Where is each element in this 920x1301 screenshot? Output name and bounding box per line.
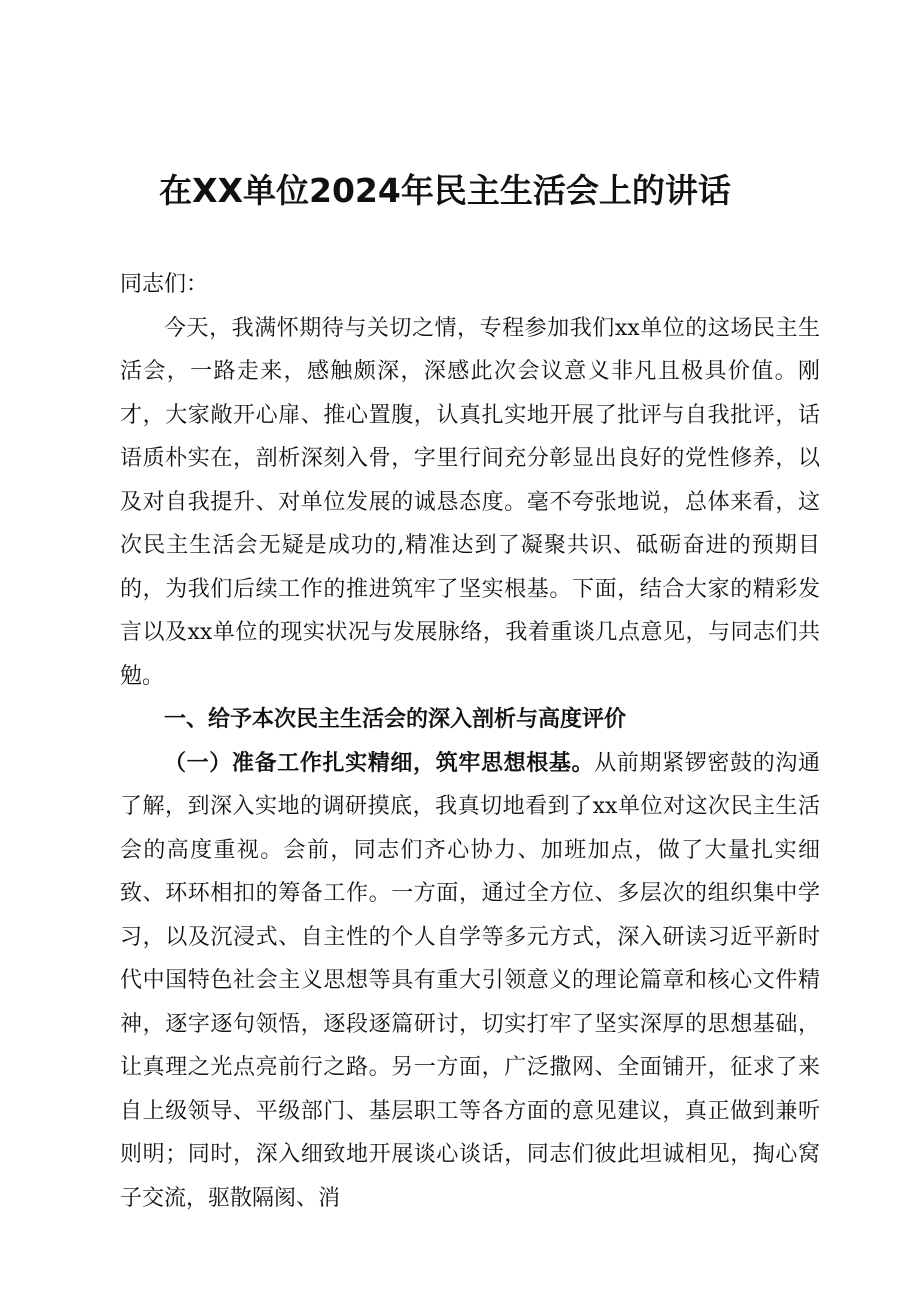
subsection-body-1-1: 从前期紧锣密鼓的沟通了解，到深入实地的调研摸底，我真切地看到了xx单位对这次民主生活会的高度重视。会前，同志们齐心协力、加班加点，做了大量扎实细致、环环相扣的筹备工作。一方面，通过全方位、多层次的组织集中学习，以及沉浸式、自主性的个人自学等多元方式，深入研读习近平新时代中国特色社会主义思想等具有重大引领意义的理论篇章和核心文件精神，逐字逐句领悟，逐段逐篇研讨，切实打牢了坚实深厚的思想基础，让真理之光点亮前行之路。另一方面，广泛撒网、全面铺开，征求了来自上级领导、平级部门、基层职工等各方面的意见建议，真正做到兼听则明；同时，深入细致地开展谈心谈话，同志们彼此坦诚相见，掏心窝子交流，驱散隔阂、消 xyxy=(120,750,820,1211)
subsection-heading-1-1: （一）准备工作扎实精细，筑牢思想根基。 xyxy=(164,749,595,776)
document-body xyxy=(120,263,820,1220)
salutation: 同志们： xyxy=(120,272,209,297)
document-title: 在XX单位2024年民主生活会上的讲话 xyxy=(159,171,731,210)
paragraph-intro: 今天，我满怀期待与关切之情，专程参加我们xx单位的这场民主生活会，一路走来，感触颇深，深感此次会议意义非凡且极具价值。刚才，大家敞开心扉、推心置腹，认真扎实地开展了批评与自我批评，话语质朴实在，剖析深刻入骨，字里行间充分彰显出良好的党性修养，以及对自我提升、对单位发展的诚恳态度。毫不夸张地说，总体来看，这次民主生活会无疑是成功的,精准达到了凝聚共识、砥砺奋进的预期目的，为我们后续工作的推进筑牢了坚实根基。下面，结合大家的精彩发言以及xx单位的现实状况与发展脉络，我着重谈几点意见，与同志们共勉。 xyxy=(120,315,820,689)
section-heading-1: 一、给予本次民主生活会的深入剖析与高度评价 xyxy=(164,706,627,732)
paragraph-section-1-1 xyxy=(120,742,820,1221)
